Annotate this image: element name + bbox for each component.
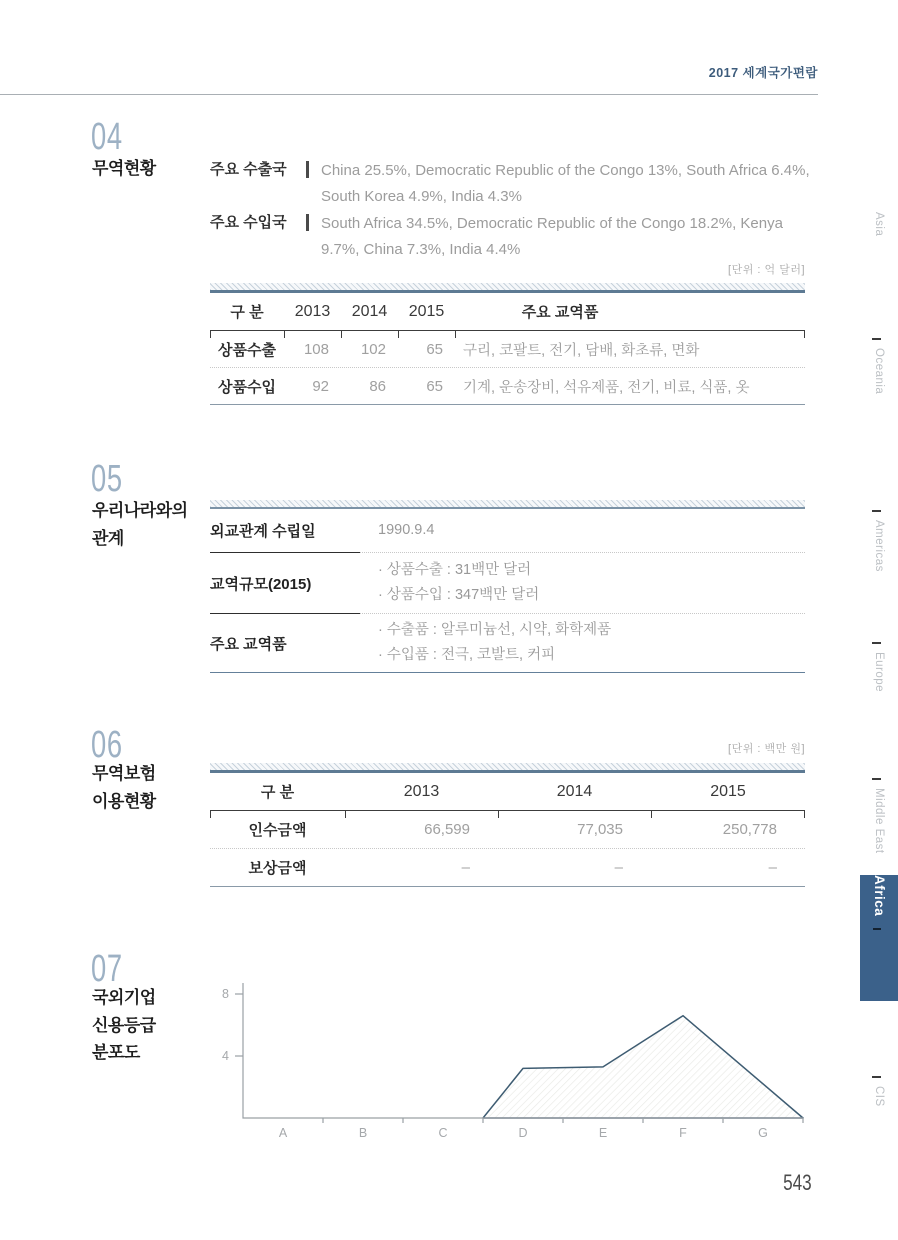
cell-2013: 66,599 bbox=[424, 821, 470, 838]
tab-dash-icon bbox=[872, 510, 881, 512]
table-header-row bbox=[210, 293, 805, 331]
book-title: 2017 세계국가편람 bbox=[708, 66, 818, 80]
column-tick bbox=[804, 810, 805, 818]
row-label: 인수금액 bbox=[248, 822, 307, 839]
cell-main-goods: 기계, 운송장비, 석유제품, 전기, 비료, 식품, 옷 bbox=[463, 379, 750, 396]
column-header: 주요 교역품 bbox=[521, 304, 599, 321]
tab-dash-icon bbox=[872, 778, 881, 780]
column-tick bbox=[498, 810, 499, 818]
section-05-title bbox=[92, 497, 188, 552]
export-countries-value: China 25.5%, Democratic Republic of the Congo 13%, South Africa 6.4%, South Korea 4.9%, India 4.3% bbox=[321, 162, 810, 205]
cell-2015: 250,778 bbox=[722, 821, 777, 838]
row-label: 외교관계 수립일 bbox=[210, 509, 360, 553]
column-tick bbox=[210, 810, 211, 818]
section-05-title-line2: 관계 bbox=[92, 528, 124, 548]
value-line: 1990.9.4 bbox=[378, 522, 435, 538]
section-07-number: 07 bbox=[91, 948, 123, 990]
svg-text:8: 8 bbox=[222, 987, 229, 1001]
export-countries-label: 주요 수출국 bbox=[210, 161, 287, 178]
cell-2014: 77,035 bbox=[577, 821, 623, 838]
cell-2013: – bbox=[461, 859, 470, 876]
svg-text:4: 4 bbox=[222, 1049, 229, 1063]
column-tick bbox=[398, 330, 399, 338]
export-countries-row bbox=[210, 158, 810, 210]
value-line: · 상품수입 : 347백만 달러 bbox=[378, 587, 540, 603]
section-07-title-line2: 신용등급 bbox=[92, 1015, 156, 1035]
cell-2013: 108 bbox=[303, 340, 329, 358]
svg-text:F: F bbox=[679, 1126, 687, 1140]
table-header-row bbox=[210, 773, 805, 811]
column-header: 2015 bbox=[710, 782, 746, 800]
divider-bar-icon bbox=[306, 214, 309, 231]
section-06-title-line1: 무역보험 bbox=[92, 764, 156, 783]
table-row bbox=[210, 614, 805, 672]
column-tick bbox=[651, 810, 652, 818]
import-countries-row bbox=[210, 211, 810, 263]
value-line: · 수입품 : 전극, 코발트, 커피 bbox=[378, 647, 556, 663]
table-row bbox=[210, 509, 805, 553]
column-tick bbox=[804, 330, 805, 338]
section-07-title-line1: 국외기업 bbox=[92, 988, 156, 1007]
sidebar-tab-middle-east[interactable]: Middle East bbox=[873, 788, 885, 854]
table-row bbox=[210, 367, 805, 404]
row-label: 교역규모(2015) bbox=[210, 553, 360, 614]
svg-text:E: E bbox=[598, 1126, 608, 1140]
row-value bbox=[360, 553, 805, 614]
section-04-number: 04 bbox=[91, 116, 123, 158]
table-row bbox=[210, 553, 805, 614]
sidebar-tab-asia[interactable]: Asia bbox=[873, 212, 885, 237]
import-countries-label: 주요 수입국 bbox=[210, 214, 287, 231]
column-tick bbox=[284, 330, 285, 338]
credit-rating-chart bbox=[215, 966, 808, 1144]
tab-dash-icon bbox=[872, 642, 881, 644]
column-header: 2013 bbox=[403, 782, 440, 800]
import-countries-value: South Africa 34.5%, Democratic Republic of the Congo 18.2%, Kenya 9.7%, China 7.3%, India 4.4% bbox=[321, 215, 783, 258]
row-value bbox=[360, 614, 805, 672]
credit-rating-area-chart bbox=[215, 966, 808, 1144]
sidebar-tab-cis[interactable]: CIS bbox=[873, 1086, 885, 1107]
cell-2013: 92 bbox=[312, 377, 329, 395]
column-tick bbox=[341, 330, 342, 338]
table-row bbox=[210, 811, 805, 848]
section-06-title bbox=[92, 760, 156, 815]
cell-main-goods: 구리, 코팔트, 전기, 담배, 화초류, 면화 bbox=[463, 342, 700, 359]
header-rule bbox=[0, 94, 818, 95]
column-header: 2015 bbox=[408, 302, 445, 320]
sidebar-tab-oceania[interactable]: Oceania bbox=[873, 348, 885, 395]
cell-2014: 102 bbox=[360, 340, 386, 358]
row-label: 상품수출 bbox=[218, 341, 276, 359]
cell-2014: – bbox=[614, 859, 623, 876]
row-label: 주요 교역품 bbox=[210, 635, 287, 653]
row-label: 상품수입 bbox=[218, 378, 276, 396]
sidebar-tab-africa-label: Africa bbox=[872, 875, 887, 917]
svg-text:C: C bbox=[438, 1126, 448, 1140]
section-06-title-line2: 이용현황 bbox=[92, 791, 156, 811]
svg-text:D: D bbox=[518, 1126, 528, 1140]
svg-text:G: G bbox=[758, 1126, 768, 1140]
trade-insurance-table bbox=[210, 763, 805, 887]
table-hatch-band bbox=[210, 283, 805, 290]
section-06-number: 06 bbox=[91, 724, 123, 766]
section-05-title-line1: 우리나라와의 bbox=[92, 501, 188, 520]
column-header: 구 분 bbox=[230, 304, 264, 321]
unit-label-trade-table: [단위 : 억 달러] bbox=[728, 264, 805, 276]
unit-label-insurance-table: [단위 : 백만 원] bbox=[728, 743, 805, 755]
table-hatch-band bbox=[210, 763, 805, 770]
trade-status-table bbox=[210, 283, 805, 405]
column-header: 2013 bbox=[294, 302, 331, 320]
table-row bbox=[210, 331, 805, 367]
cell-2015: 65 bbox=[426, 340, 443, 358]
cell-2014: 86 bbox=[369, 377, 386, 395]
column-header: 2014 bbox=[556, 782, 593, 800]
divider-bar-icon bbox=[306, 161, 309, 178]
section-07-title bbox=[92, 984, 156, 1067]
value-line: · 상품수출 : 31백만 달러 bbox=[378, 562, 532, 578]
svg-text:B: B bbox=[358, 1126, 368, 1140]
column-tick bbox=[455, 330, 456, 338]
table-row bbox=[210, 848, 805, 886]
tab-dash-icon bbox=[872, 338, 881, 340]
value-line: · 수출품 : 알루미늄선, 시약, 화학제품 bbox=[378, 622, 612, 638]
row-value bbox=[360, 509, 805, 553]
sidebar-tab-americas[interactable]: Americas bbox=[873, 520, 885, 572]
column-tick bbox=[210, 330, 211, 338]
cell-2015: 65 bbox=[426, 377, 443, 395]
row-label: 보상금액 bbox=[248, 860, 307, 877]
table-hatch-band bbox=[210, 500, 805, 507]
tab-dash-icon bbox=[872, 1076, 881, 1078]
section-04-title: 무역현황 bbox=[92, 159, 156, 178]
sidebar-tab-africa-active[interactable] bbox=[860, 875, 898, 1001]
section-05-number: 05 bbox=[91, 458, 123, 500]
sidebar-tab-europe[interactable]: Europe bbox=[873, 652, 885, 693]
column-header: 2014 bbox=[351, 302, 388, 320]
section-07-title-line3: 분포도 bbox=[92, 1043, 140, 1062]
column-header: 구 분 bbox=[260, 784, 295, 801]
svg-text:A: A bbox=[278, 1126, 288, 1140]
column-tick bbox=[345, 810, 346, 818]
korea-relations-table bbox=[210, 500, 805, 673]
page-number: 543 bbox=[783, 1170, 812, 1195]
cell-2015: – bbox=[768, 859, 777, 876]
